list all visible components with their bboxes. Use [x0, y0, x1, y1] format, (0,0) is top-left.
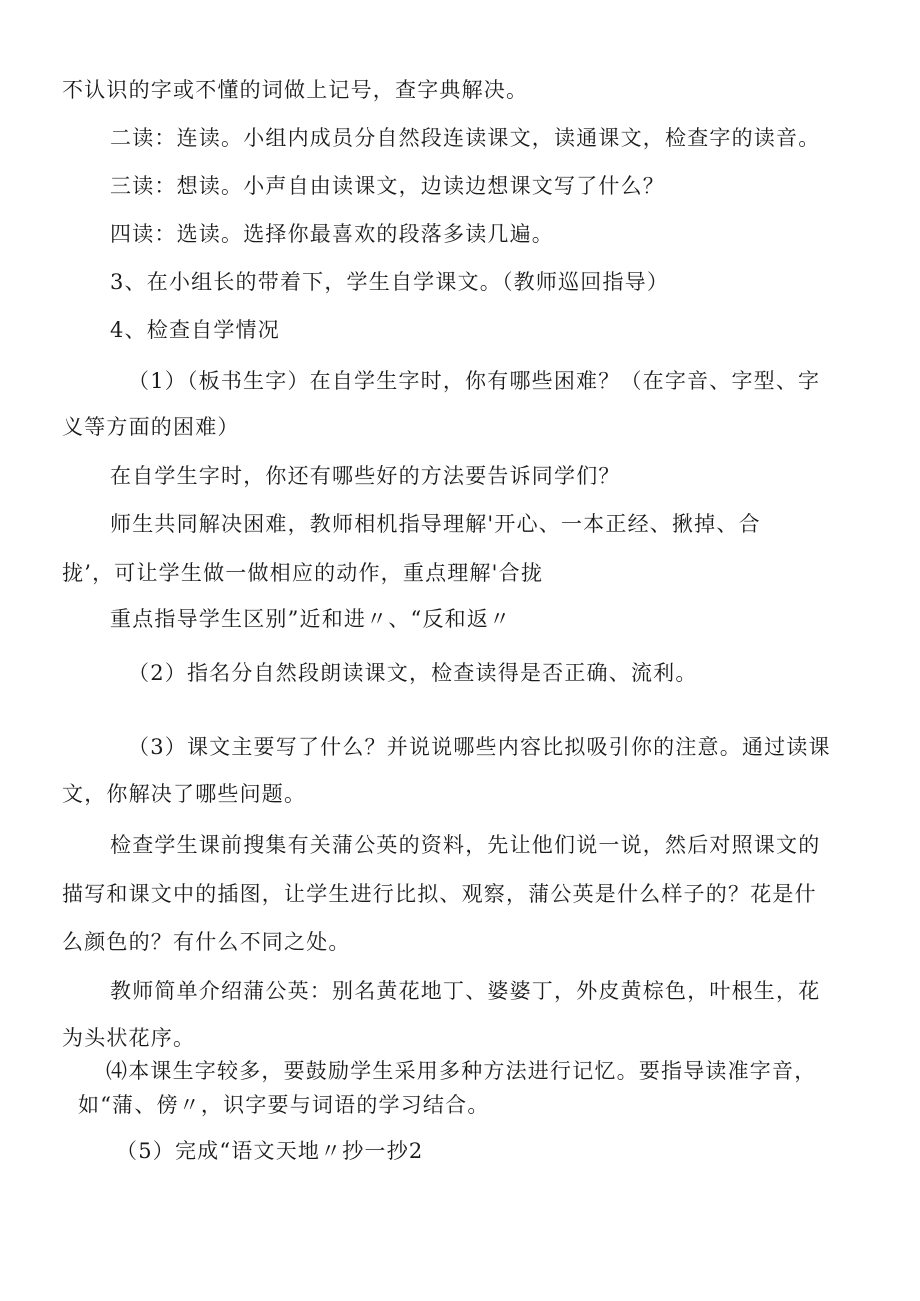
text-line: 不认识的字或不懂的词做上记号，查字典解决。: [62, 78, 529, 102]
text-line: 二读：连读。小组内成员分自然段连读课文，读通课文，检查字的读音。: [110, 126, 821, 150]
text-line: 在自学生字时，你还有哪些好的方法要告诉同学们？: [110, 464, 621, 488]
text-line: 师生共同解决困难，教师相机指导理解'开心、一本正经、揪掉、合: [110, 512, 761, 536]
text-line: （2）指名分自然段朗读课文，检查读得是否正确、流利。: [128, 661, 698, 685]
text-line: 如“蒲、傍〃，识字要与词语的学习结合。: [78, 1093, 490, 1117]
text-line: （1）（板书生字）在自学生字时，你有哪些困难？（在字音、字型、字: [128, 369, 821, 393]
text-line: 描写和课文中的插图，让学生进行比拟、观察，蒲公英是什么样子的？花是什: [62, 882, 817, 906]
text-line: 文，你解决了哪些问题。: [62, 782, 307, 806]
text-line: 3、在小组长的带着下，学生自学课文。（教师巡回指导）: [110, 270, 670, 294]
text-line: 么颜色的？有什么不同之处。: [62, 930, 351, 954]
text-line: 三读：想读。小声自由读课文，边读边想课文写了什么？: [110, 174, 665, 198]
text-line: （3）课文主要写了什么？并说说哪些内容比拟吸引你的注意。通过读课: [128, 735, 831, 759]
text-line: 检查学生课前搜集有关蒲公英的资料，先让他们说一说，然后对照课文的: [110, 833, 821, 857]
text-line: 4、检查自学情况: [110, 318, 280, 342]
text-line: ⑷本课生字较多，要鼓励学生采用多种方法进行记忆。要指导读准字音，: [106, 1059, 817, 1083]
text-line: 重点指导学生区别”近和进〃、“反和返〃: [110, 607, 512, 631]
text-line: 四读：选读。选择你最喜欢的段落多读几遍。: [110, 222, 554, 246]
text-line: 拢’，可让学生做一做相应的动作，重点理解'合拢: [62, 561, 544, 585]
text-line: （5）完成“语文天地〃抄一抄2: [116, 1139, 424, 1163]
text-line: 为头状花序。: [62, 1026, 196, 1050]
text-line: 教师简单介绍蒲公英：别名黄花地丁、婆婆丁，外皮黄棕色，叶根生，花: [110, 979, 821, 1003]
text-line: 义等方面的困难）: [62, 415, 240, 439]
